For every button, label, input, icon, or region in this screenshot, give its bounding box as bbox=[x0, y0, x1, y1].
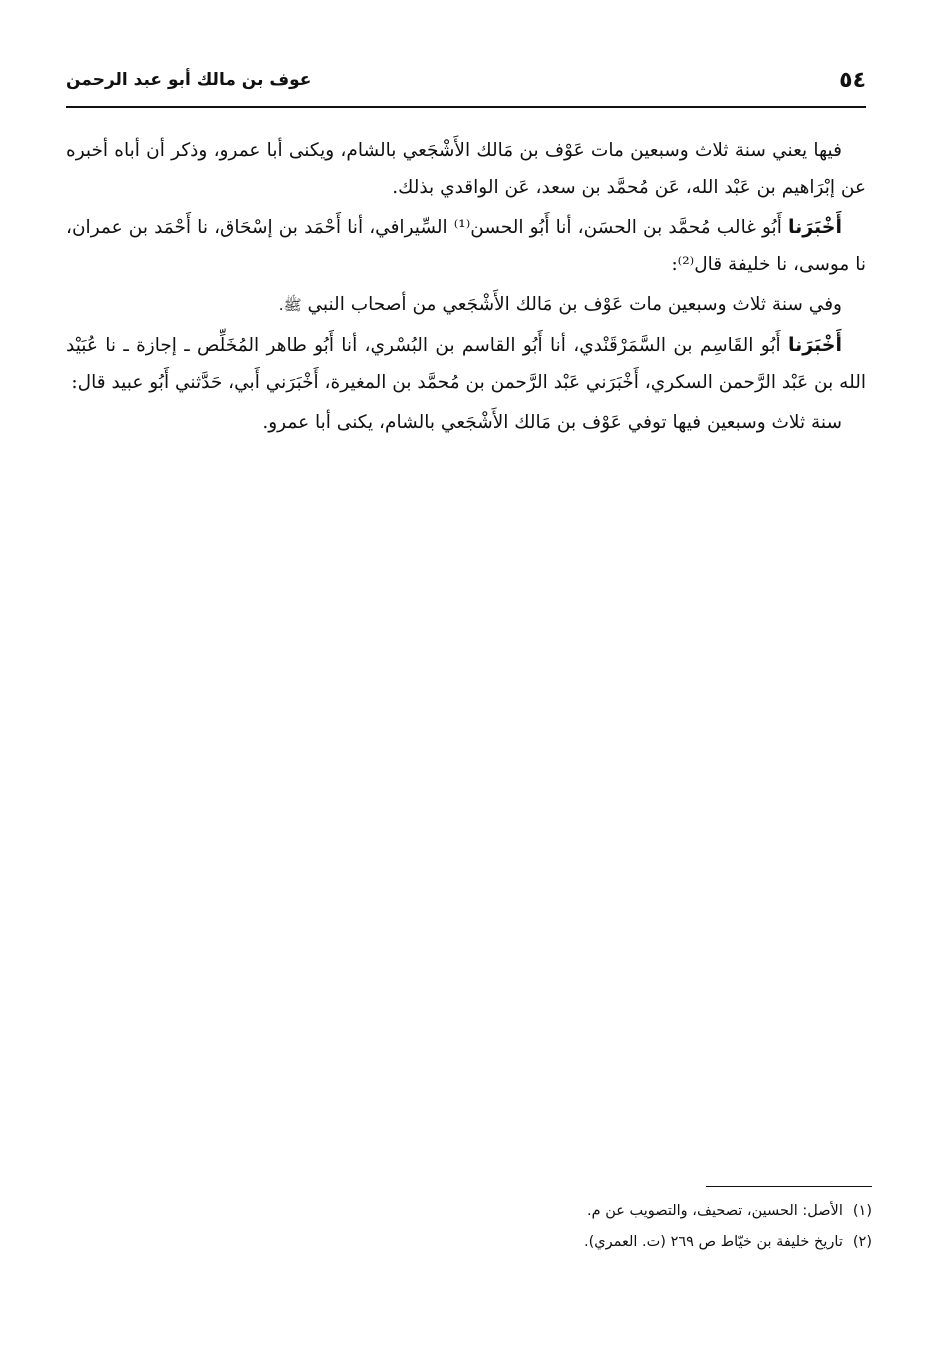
paragraph-4 bbox=[66, 327, 866, 401]
footnote-1 bbox=[66, 1196, 872, 1227]
running-header bbox=[66, 68, 866, 102]
footnote-number: (٢) bbox=[852, 1234, 872, 1250]
paragraph-text: أَبُو القَاسِم بن السَّمَرْقَنْدي، أنا أَبُو القاسم بن البُسْري، أنا أَبُو طاهر المُخَلِّص ـ إجازة ـ نا عُبَيْد الله بن عَبْد الرَّحمن السكري، أَخْبَرَني عَبْد الرَّحمن بن مُحمَّد بن المغيرة، أَخْبَرَني أَبي، حَدَّثني أَبُو عبيد قال: bbox=[66, 335, 866, 393]
paragraph-text: أَبُو غالب مُحمَّد بن الحسَن، أنا أَبُو الحسن⁽¹⁾ السِّيرافي، أنا أَحْمَد بن إسْحَاق، نا أَحْمَد بن عمران، نا موسى، نا خليفة قال⁽²⁾: bbox=[66, 217, 866, 275]
footnote-2 bbox=[66, 1227, 872, 1258]
footnote-text: تاريخ خليفة بن خيّاط ص ٢٦٩ (ت. العمري). bbox=[583, 1234, 843, 1250]
paragraph-5 bbox=[66, 404, 866, 441]
running-title: عوف بن مالك أبو عبد الرحمن bbox=[66, 70, 312, 90]
footnote-text: الأصل: الحسين، تصحيف، والتصويب عن م. bbox=[587, 1203, 843, 1219]
paragraph-2 bbox=[66, 209, 866, 283]
footnote-number: (١) bbox=[852, 1203, 872, 1219]
footnote-divider bbox=[706, 1186, 872, 1187]
main-text bbox=[66, 132, 866, 441]
paragraph-1 bbox=[66, 132, 866, 206]
paragraph-text: فيها يعني سنة ثلاث وسبعين مات عَوْف بن مَالك الأَشْجَعي بالشام، ويكنى أبا عمرو، وذكر أن أباه أخبره عن إبْرَاهيم بن عَبْد الله، عَن مُحمَّد بن سعد، عَن الواقدي بذلك. bbox=[66, 140, 866, 198]
honorific-glyph: ﷺ. bbox=[278, 296, 302, 314]
paragraph-lead-word: أَخْبَرَنا bbox=[787, 216, 843, 238]
paragraph-3 bbox=[66, 286, 866, 324]
paragraph-text: وفي سنة ثلاث وسبعين مات عَوْف بن مَالك الأَشْجَعي من أصحاب النبي bbox=[301, 294, 842, 315]
page-number: ٥٤ bbox=[839, 68, 866, 93]
paragraph-lead-word: أَخْبَرَنا bbox=[787, 334, 842, 356]
header-divider bbox=[66, 106, 866, 108]
paragraph-text: سنة ثلاث وسبعين فيها توفي عَوْف بن مَالك الأَشْجَعي بالشام، يكنى أبا عمرو. bbox=[262, 412, 842, 433]
footnotes bbox=[66, 1196, 872, 1258]
